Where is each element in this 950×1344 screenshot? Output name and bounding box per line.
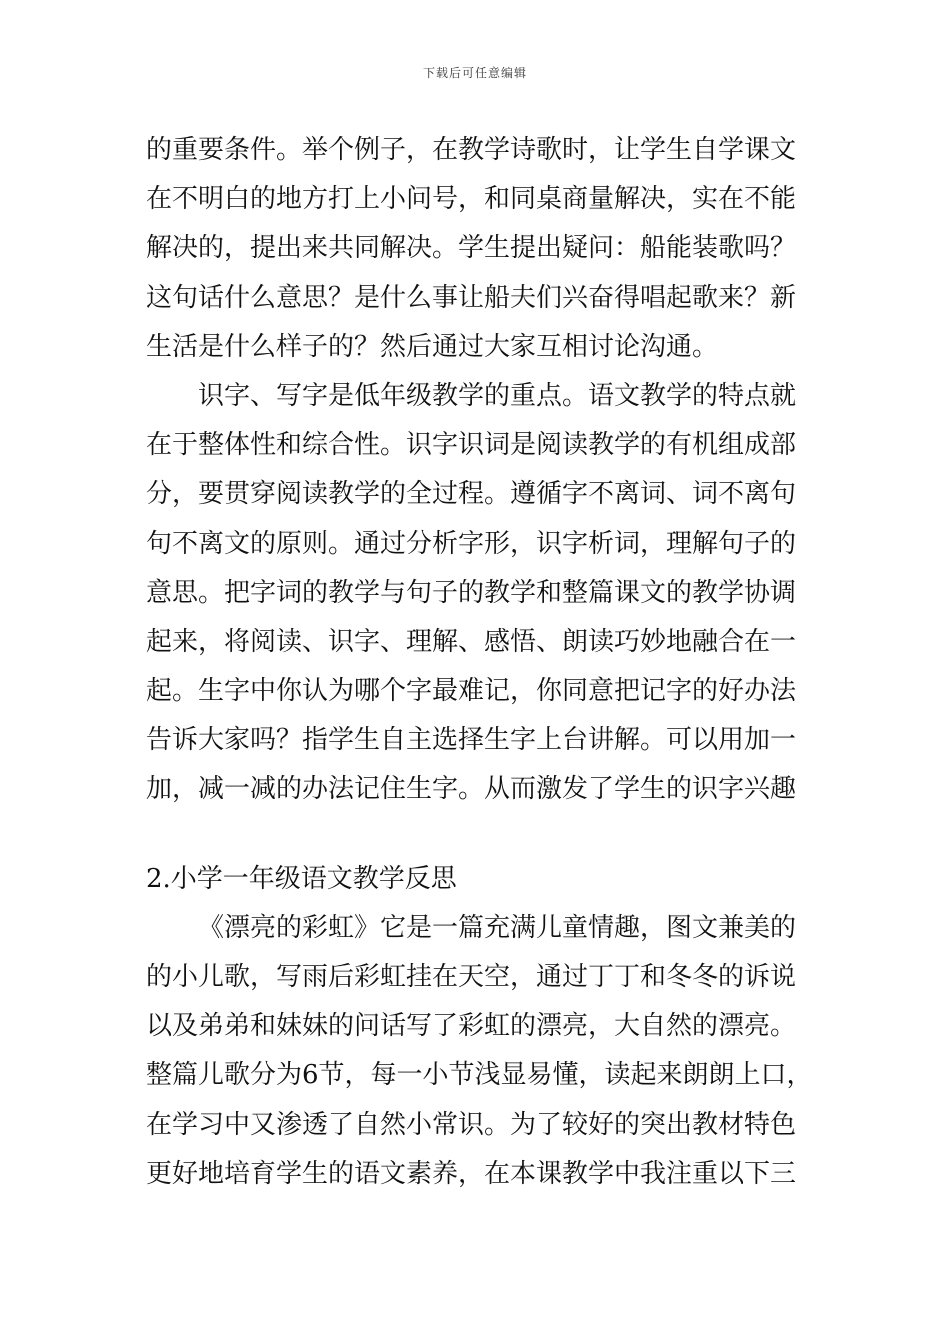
text-line: 识字、写字是低年级教学的重点。语文教学的特点就	[198, 380, 797, 411]
text-line: 起。生字中你认为哪个字最难记，你同意把记字的好办法	[146, 676, 797, 707]
paragraph-3	[146, 904, 813, 1199]
text-line: 《漂亮的彩虹》它是一篇充满儿童情趣，图文兼美的	[198, 912, 797, 943]
text-line: 在不明白的地方打上小问号，和同桌商量解决，实在不能	[146, 184, 797, 215]
paragraph-1	[146, 126, 810, 372]
text-line: 生活是什么样子的？然后通过大家互相讨论沟通。	[146, 331, 719, 362]
text-line: 解决的，提出来共同解决。学生提出疑问：船能装歌吗？	[146, 233, 797, 264]
document-body	[146, 126, 813, 1199]
text-line: 的小儿歌，写雨后彩虹挂在天空，通过丁丁和冬冬的诉说	[146, 962, 797, 992]
text-line: 加，减一减的办法记住生字。从而激发了学生的识字兴趣	[146, 774, 797, 805]
text-line: 在学习中又渗透了自然小常识。为了较好的突出教材特色	[146, 1109, 797, 1140]
text-line: 的重要条件。举个例子，在教学诗歌时，让学生自学课文	[146, 135, 797, 165]
text-line: 这句话什么意思？是什么事让船夫们兴奋得唱起歌来？新	[146, 282, 797, 313]
text-line: 句不离文的原则。通过分析字形，识字析词，理解句子的	[146, 528, 797, 559]
text-line: 整篇儿歌分为6节，每一小节浅显易懂，读起来朗朗上口，	[146, 1060, 813, 1091]
text-line: 起来，将阅读、识字、理解、感悟、朗读巧妙地融合在一	[146, 626, 797, 657]
section-heading: 2.小学一年级语文教学反思	[146, 863, 457, 894]
section-gap	[146, 815, 810, 855]
page-header: 下载后可任意编辑	[422, 66, 527, 80]
text-line: 分，要贯穿阅读教学的全过程。遵循字不离词、词不离句	[146, 479, 797, 510]
text-line: 以及弟弟和妹妹的问话写了彩虹的漂亮，大自然的漂亮。	[146, 1011, 797, 1042]
text-line: 在于整体性和综合性。识字识词是阅读教学的有机组成部	[146, 430, 797, 461]
text-line: 意思。把字词的教学与句子的教学和整篇课文的教学协调	[146, 577, 797, 608]
text-line: 更好地培育学生的语文素养，在本课教学中我注重以下三	[146, 1158, 797, 1189]
paragraph-2	[146, 372, 810, 815]
text-line: 告诉大家吗？指学生自主选择生字上台讲解。可以用加一	[146, 725, 797, 756]
